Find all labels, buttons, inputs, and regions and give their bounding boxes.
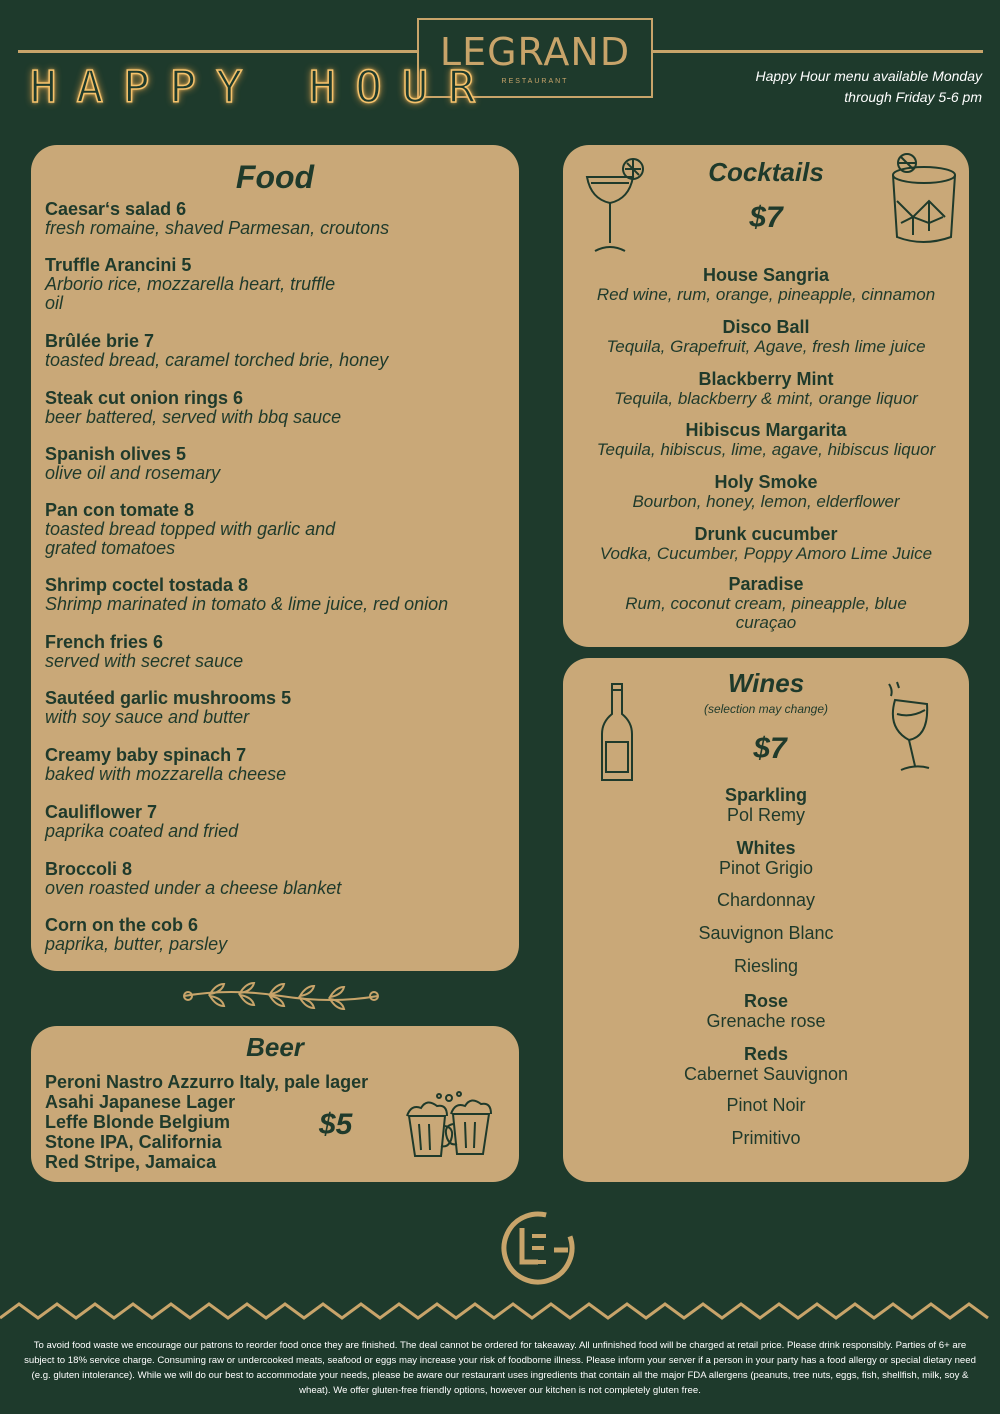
availability-note: Happy Hour menu available Monday through Friday 5-6 pm xyxy=(755,68,982,105)
list-item: Leffe Blonde Belgium xyxy=(45,1112,231,1132)
beer-title: Beer xyxy=(246,1032,304,1062)
zigzag-border xyxy=(0,1300,1000,1324)
food-panel xyxy=(31,145,519,971)
cocktail-item: House Sangria Red wine, rum, orange, pineapple, cinnamon xyxy=(596,265,936,304)
wine-item: Pinot Noir xyxy=(726,1095,806,1115)
rocks-glass-icon xyxy=(889,153,959,249)
wine-category-whites: Whites Pinot Grigio xyxy=(718,838,814,878)
cocktails-panel xyxy=(563,145,969,647)
cocktails-price: $7 xyxy=(749,201,783,234)
food-item: Spanish olives 5 olive oil and rosemary xyxy=(45,444,221,483)
food-item: Steak cut onion rings 6 beer battered, served with bbq sauce xyxy=(45,388,342,427)
wine-item: Chardonnay xyxy=(716,890,816,910)
list-item: Stone IPA, California xyxy=(45,1132,222,1152)
wine-glass-icon xyxy=(881,680,937,776)
food-item: Caesar‘s salad 6 fresh romaine, shaved Parmesan, croutons xyxy=(45,199,390,238)
leaf-vine-divider-icon xyxy=(180,980,382,1012)
wine-item: Sauvignon Blanc xyxy=(698,923,834,943)
food-item: Cauliflower 7 paprika coated and fried xyxy=(45,802,239,841)
wine-item: Primitivo xyxy=(731,1128,801,1148)
food-title: Food xyxy=(235,159,315,195)
cocktail-item: Paradise Rum, coconut cream, pineapple, blue curaçao xyxy=(625,574,907,632)
wine-category-reds: Reds Cabernet Sauvignon xyxy=(683,1044,849,1084)
header-line-right xyxy=(653,50,983,53)
cocktail-item: Drunk cucumber Vodka, Cucumber, Poppy Amoro Lime Juice xyxy=(599,524,933,563)
beer-panel xyxy=(31,1026,519,1182)
list-item: Asahi Japanese Lager xyxy=(45,1092,236,1112)
beer-price: $5 xyxy=(319,1108,353,1141)
wine-bottle-icon xyxy=(599,680,635,784)
cocktail-item: Hibiscus Margarita Tequila, hibiscus, lime, agave, hibiscus liquor xyxy=(596,420,936,459)
food-item: Creamy baby spinach 7 baked with mozzarella cheese xyxy=(45,745,287,784)
wines-panel xyxy=(563,658,969,1182)
food-item: Truffle Arancini 5 Arborio rice, mozzarella heart, truffle oil xyxy=(45,255,336,313)
food-item: Pan con tomate 8 toasted bread topped with garlic and grated tomatoes xyxy=(45,500,336,558)
list-item: Red Stripe, Jamaica xyxy=(45,1152,217,1172)
list-item: Peroni Nastro Azzurro Italy, pale lager xyxy=(45,1072,369,1092)
wines-price: $7 xyxy=(753,732,787,765)
cocktail-item: Holy Smoke Bourbon, honey, lemon, elderflower xyxy=(632,472,900,511)
wine-item: Riesling xyxy=(733,956,799,976)
bottom-monogram-logo xyxy=(498,1208,578,1288)
food-item: Shrimp coctel tostada 8 Shrimp marinated in tomato & lime juice, red onion xyxy=(45,575,449,614)
food-item: Broccoli 8 oven roasted under a cheese blanket xyxy=(45,859,342,898)
footer-disclaimer: To avoid food waste we encourage our patrons to reorder food once they are finished. The deal cannot be ordered for takeaway. All unfinished food will be charged at retail price. Please drink responsibly. Parties of 6+ are subject to 18% service charge. Consuming raw or undercooked meats, seafood or eggs may increase your risk of foodborne illness. Please inform your server if a person in your party has a food allergy or special dietary need (e.g. gluten intolerance). While we will do our best to accommodate your needs, please be aware our restaurant uses ingredients that contain all the major FDA allergens (peanuts, tree nuts, eggs, fish, shellfish, milk, soy & wheat). We offer gluten-free friendly options, however our kitchen is not completely gluten free. xyxy=(24,1340,976,1396)
happy-hour-neon-title: HAPPY HOUR xyxy=(30,62,495,113)
beer-mugs-icon xyxy=(403,1090,499,1164)
food-item: French fries 6 served with secret sauce xyxy=(45,632,244,671)
wine-category-rose: Rose Grenache rose xyxy=(706,991,826,1031)
margarita-glass-icon xyxy=(583,155,649,259)
cocktail-item: Blackberry Mint Tequila, blackberry & mint, orange liquor xyxy=(614,369,918,408)
cocktail-item: Disco Ball Tequila, Grapefruit, Agave, fresh lime juice xyxy=(606,317,926,356)
cocktails-title: Cocktails xyxy=(708,157,824,187)
logo-text: LEGRAND xyxy=(439,30,631,74)
food-item: Corn on the cob 6 paprika, butter, parsley xyxy=(45,915,228,954)
wines-note: (selection may change) xyxy=(703,702,829,716)
logo-subtext: RESTAURANT xyxy=(501,78,569,85)
food-item: Brûlée brie 7 toasted bread, caramel torched brie, honey xyxy=(45,331,389,370)
header-line-left xyxy=(18,50,417,53)
food-item: Sautéed garlic mushrooms 5 with soy sauce and butter xyxy=(45,688,292,727)
wine-category-sparkling: Sparkling Pol Remy xyxy=(724,785,808,825)
wines-title: Wines xyxy=(727,668,805,698)
